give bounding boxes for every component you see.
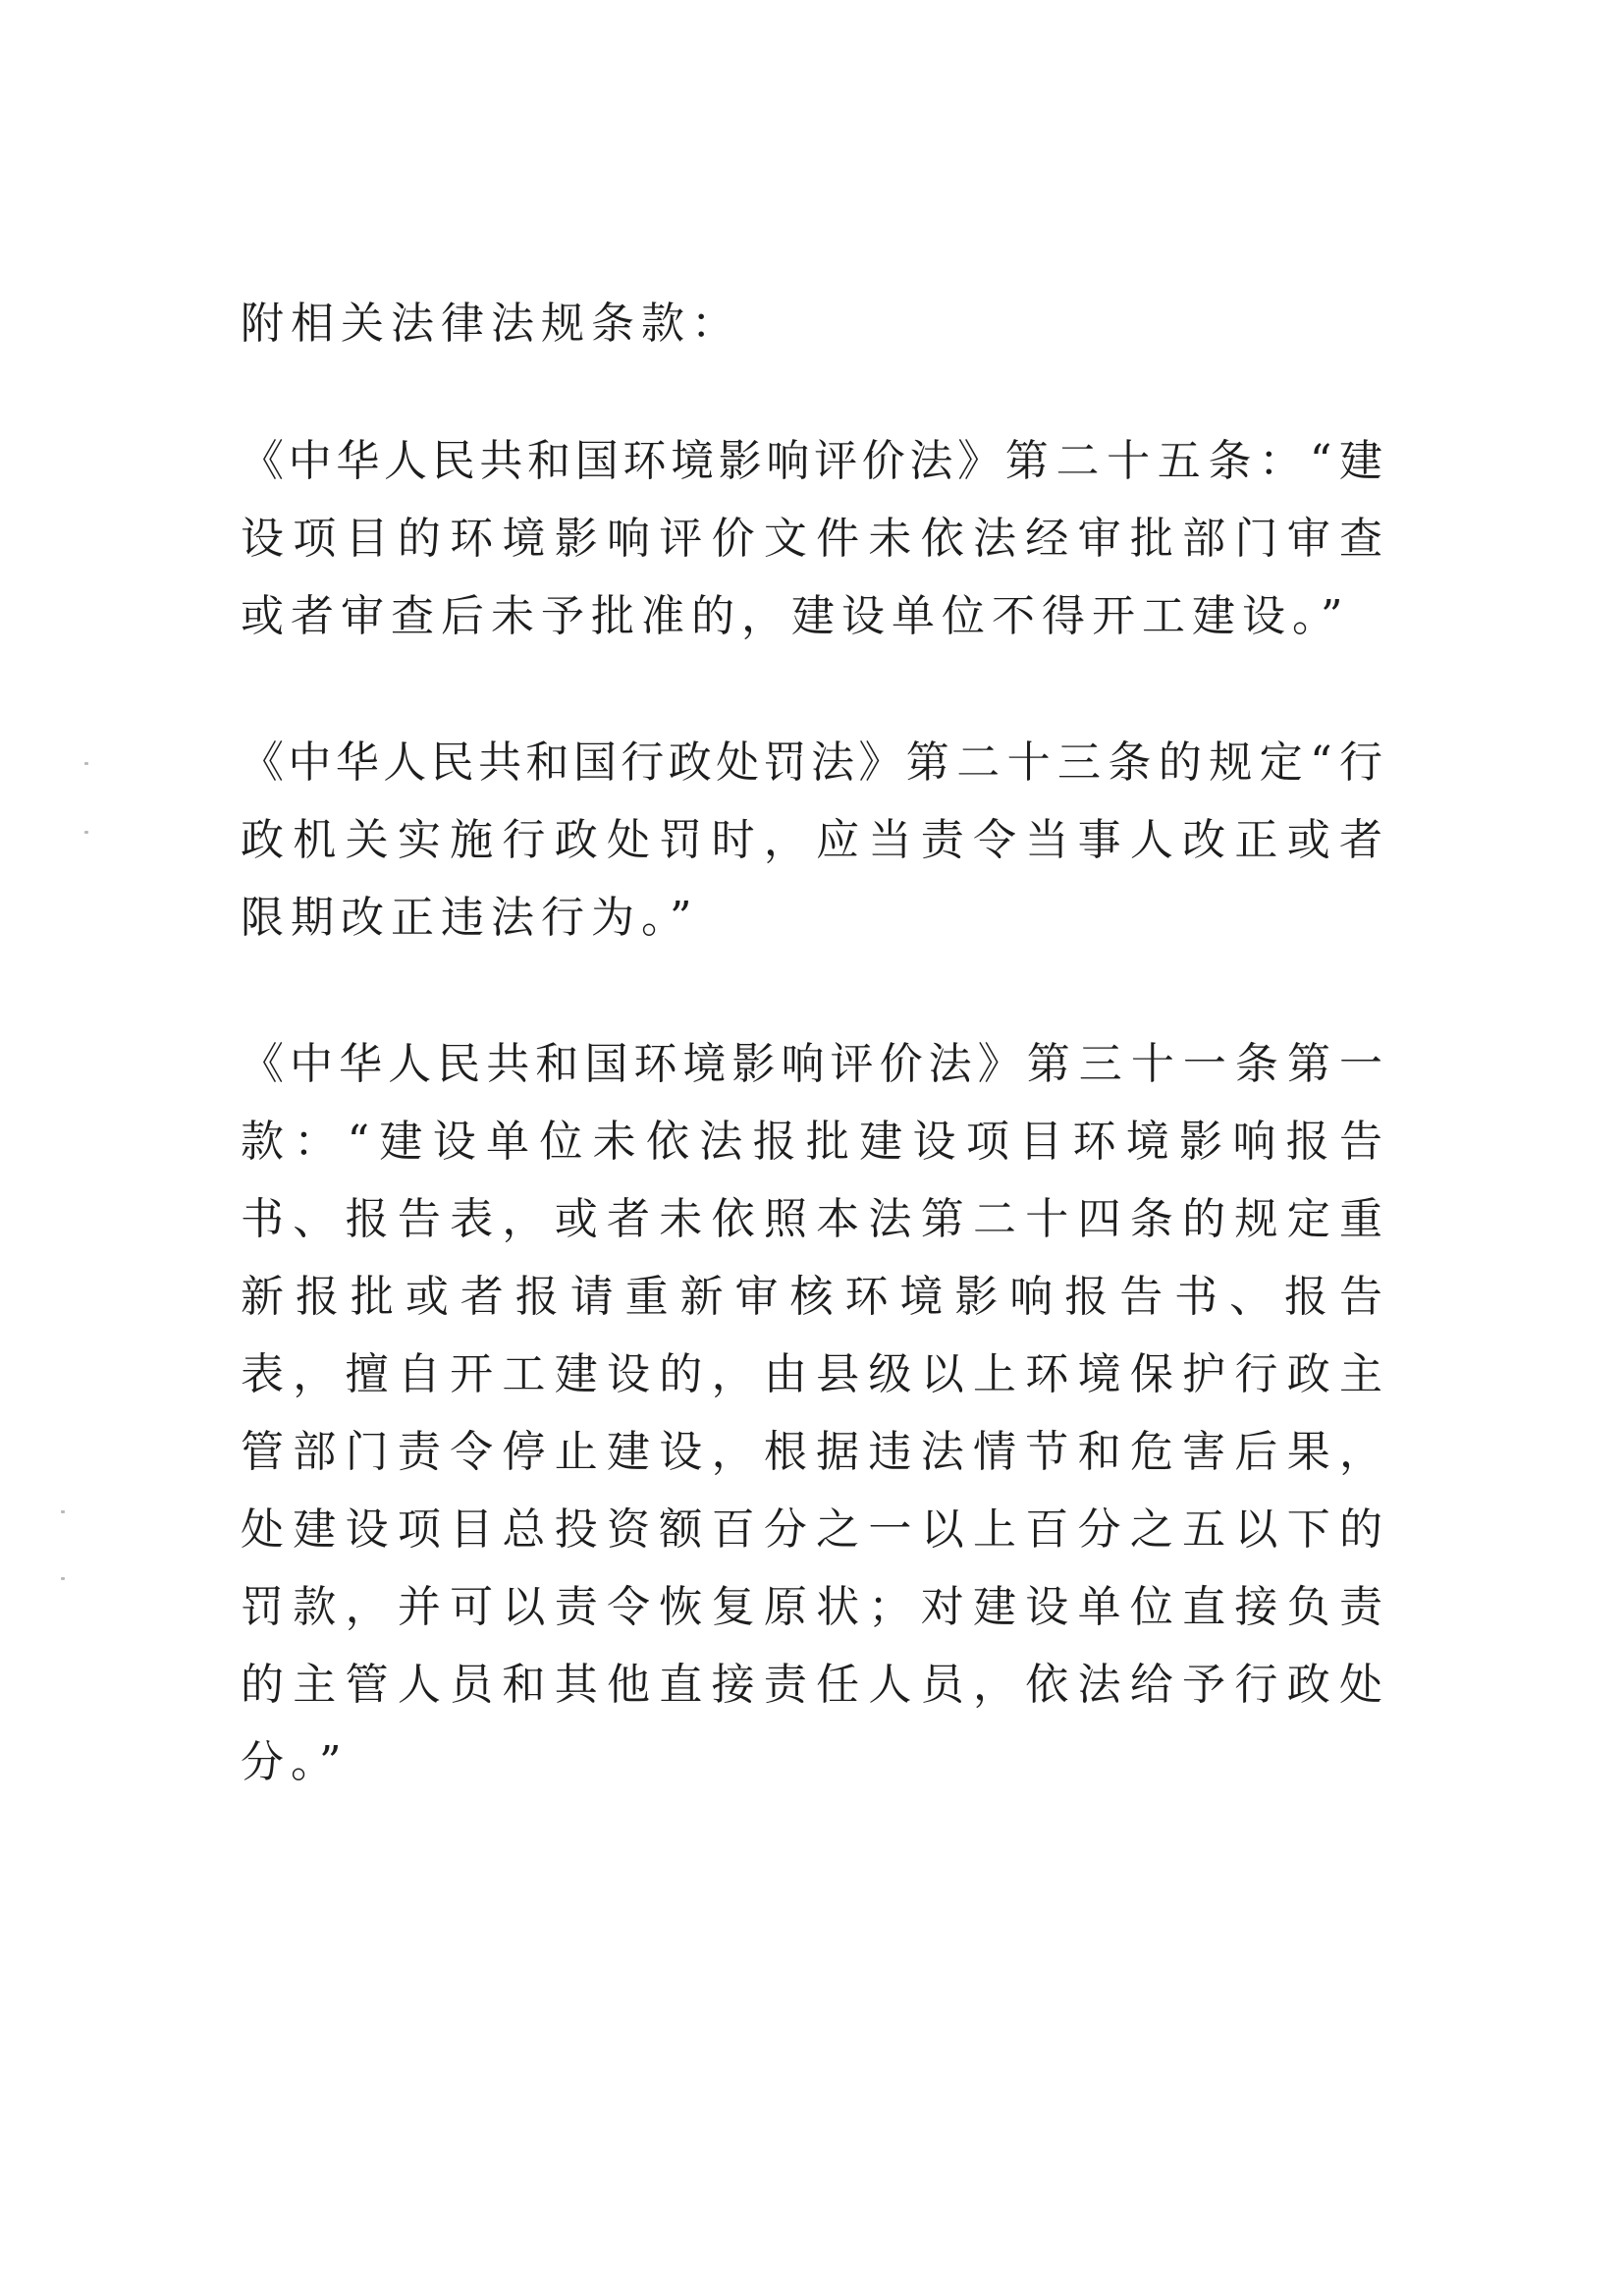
scan-speck bbox=[61, 1510, 65, 1513]
scan-speck bbox=[84, 762, 88, 765]
clause-text: 第二十五条：“建设项目的环境影响评价文件未依法经审批部门审查或者审查后未予批准的，建设单位不得开工建设。” bbox=[241, 436, 1389, 641]
law-title: 《中华人民共和国环境影响评价法》 bbox=[241, 1039, 1027, 1089]
clause-text: 第二十三条的规定“行政机关实施行政处罚时，应当责令当事人改正或者限期改正违法行为。” bbox=[241, 738, 1389, 943]
law-clause-eia-article-25 bbox=[241, 422, 1389, 655]
scan-speck bbox=[84, 831, 88, 834]
law-title: 《中华人民共和国环境影响评价法》 bbox=[241, 436, 1005, 486]
clause-text: 第三十一条第一款：“建设单位未依法报批建设项目环境影响报告书、报告表，或者未依照本法第二十四条的规定重新报批或者报请重新审核环境影响报告书、报告表，擅自开工建设的，由县级以上环境保护行政主管部门责令停止建设，根据违法情节和危害后果，处建设项目总投资额百分之一以上百分之五以下的罚款，并可以责令恢复原状；对建设单位直接负责的主管人员和其他直接责任人员，依法给予行政处分。” bbox=[241, 1039, 1390, 1787]
law-title: 《中华人民共和国行政处罚法》 bbox=[241, 738, 906, 788]
attachment-heading: 附相关法律法规条款： bbox=[241, 299, 741, 349]
scan-speck bbox=[61, 1577, 65, 1580]
law-clause-eia-article-31 bbox=[241, 1025, 1389, 1801]
document-body bbox=[241, 295, 1389, 1801]
law-clause-admin-penalty-article-23 bbox=[241, 724, 1389, 957]
